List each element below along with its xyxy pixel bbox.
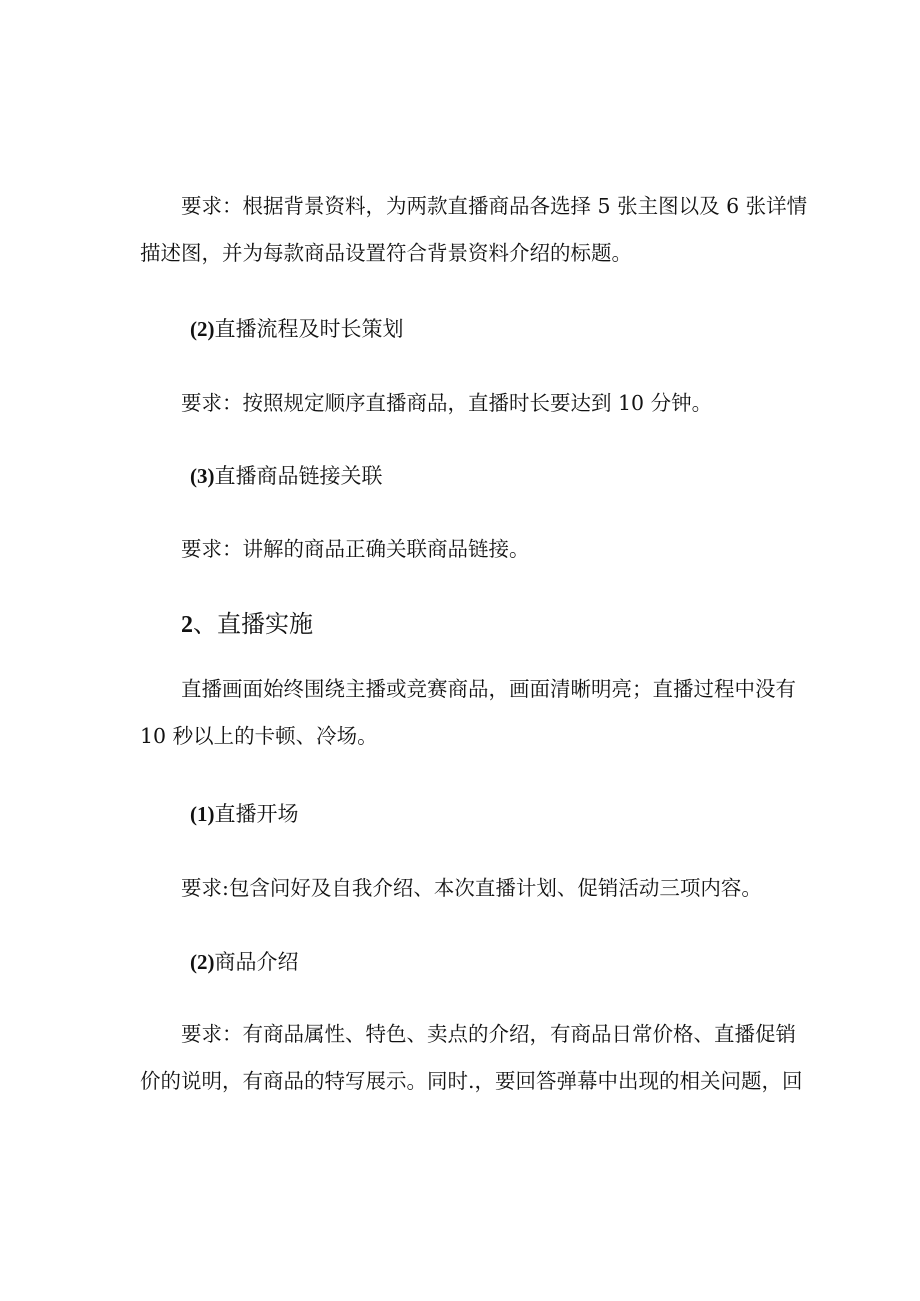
subheading-text: 商品介绍 <box>214 950 299 974</box>
paragraph-line: 要求：有商品属性、特色、卖点的介绍，有商品日常价格、直播促销 <box>181 1022 796 1046</box>
subheading-live-opening <box>190 800 299 828</box>
subheading-text: 直播商品链接关联 <box>214 464 383 488</box>
subheading-number: (3) <box>190 464 215 488</box>
subheading-number: (2) <box>190 950 215 974</box>
paragraph-line: 直播画面始终围绕主播或竞赛商品，画面清晰明亮；直播过程中没有 <box>181 677 796 701</box>
paragraph-line: 要求：根据背景资料，为两款直播商品各选择 5 张主图以及 6 张详情 <box>181 194 808 218</box>
subheading-live-process <box>190 315 404 343</box>
paragraph-line: 要求：讲解的商品正确关联商品链接。 <box>181 537 530 561</box>
section-title: 、直播实施 <box>193 610 313 638</box>
section-heading-live-implementation <box>181 608 313 641</box>
section-number: 2 <box>181 612 193 638</box>
subheading-text: 直播流程及时长策划 <box>214 317 404 341</box>
paragraph-line: 10 秒以上的卡顿、冷场。 <box>140 724 378 748</box>
paragraph-line: 描述图，并为每款商品设置符合背景资料介绍的标题。 <box>140 241 632 265</box>
paragraph-line: 价的说明，有商品的特写展示。同时.，要回答弹幕中出现的相关问题，回 <box>140 1069 803 1093</box>
subheading-number: (1) <box>190 802 215 826</box>
subheading-product-intro <box>190 948 299 976</box>
paragraph-line: 要求：按照规定顺序直播商品，直播时长要达到 10 分钟。 <box>181 391 713 415</box>
subheading-number: (2) <box>190 317 215 341</box>
subheading-text: 直播开场 <box>214 802 299 826</box>
subheading-link-association <box>190 462 383 490</box>
paragraph-line: 要求:包含问好及自我介绍、本次直播计划、促销活动三项内容。 <box>181 876 762 900</box>
